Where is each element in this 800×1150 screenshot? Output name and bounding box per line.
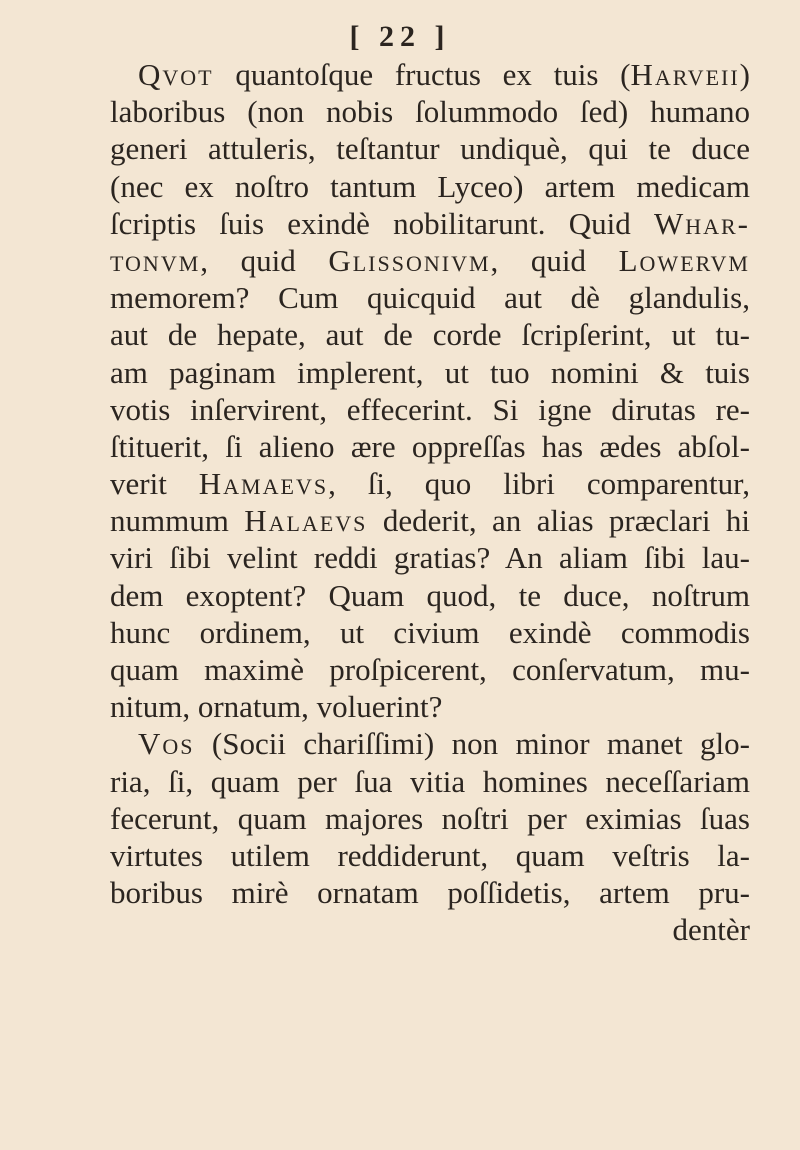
text-line: [110, 56, 750, 93]
text-segment: nummum: [110, 503, 245, 539]
text-segment: quam maximè proſpicerent, conſervatum, mu-: [110, 652, 750, 687]
text-segment: ria, ſi, quam per ſua vitia homines neceſſariam: [110, 763, 750, 799]
text-line: [110, 502, 750, 539]
text-line: [110, 614, 750, 651]
text-segment: hunc ordinem, ut civium exindè commodis: [110, 614, 750, 650]
text-segment: laboribus (non nobis ſolummodo ſed) humano: [110, 94, 750, 130]
text-segment: dederit, an alias præclari hi: [367, 503, 750, 539]
text-segment: am paginam implerent, ut tuo nomini & tuis: [110, 354, 750, 390]
text-segment: dentèr: [672, 912, 750, 948]
text-line: [110, 391, 750, 428]
text-line: [110, 577, 750, 614]
text-line: [110, 205, 750, 242]
text-line: [110, 725, 750, 762]
text-segment: verit: [110, 466, 199, 502]
small-caps-name: Vos: [138, 726, 195, 762]
text-line: [110, 130, 750, 167]
small-caps-name: Harveii: [630, 57, 740, 92]
text-line: [110, 93, 750, 130]
text-line: [110, 465, 750, 502]
text-segment: ſcriptis ſuis exindè nobilitarunt. Quid: [110, 205, 654, 241]
text-segment: ſtituerit, ſi alieno ære oppreſſas has ædes abſol-: [110, 428, 750, 464]
small-caps-name: Qvot: [138, 57, 214, 92]
text-segment: aut de hepate, aut de corde ſcripſerint, ut tu-: [110, 317, 750, 353]
text-segment: ): [739, 57, 750, 92]
text-segment: , quid: [490, 242, 619, 278]
small-caps-name: tonvm: [110, 242, 201, 278]
text-segment: nitum, ornatum, voluerint?: [110, 689, 443, 725]
text-line: [110, 316, 750, 353]
text-line: [110, 911, 750, 948]
text-line: [110, 688, 750, 725]
text-line: [110, 651, 750, 688]
text-line: [110, 354, 750, 391]
text-line: [110, 763, 750, 800]
small-caps-name: Whar-: [653, 205, 750, 241]
text-line: [110, 800, 750, 837]
small-caps-name: Halaevs: [244, 503, 368, 539]
text-segment: boribus mirè ornatam poſſidetis, artem pru-: [110, 875, 750, 911]
text-line: [110, 539, 750, 576]
text-segment: generi attuleris, teſtantur undiquè, qui te duce: [110, 131, 750, 167]
text-segment: , ſi, quo libri comparentur,: [328, 466, 750, 502]
small-caps-name: Glissonivm: [328, 242, 491, 278]
text-line: [110, 874, 750, 911]
small-caps-name: Hamaevs: [198, 466, 329, 502]
text-segment: votis inſervirent, effecerint. Si igne dirutas re-: [110, 391, 750, 427]
text-segment: quantoſque fructus ex tuis (: [213, 57, 631, 92]
text-segment: , quid: [200, 242, 329, 278]
text-segment: viri ſibi velint reddi gratias? An aliam ſibi lau-: [110, 540, 750, 576]
text-segment: memorem? Cum quicquid aut dè glandulis,: [110, 280, 750, 316]
text-line: [110, 837, 750, 874]
text-segment: virtutes utilem reddiderunt, quam veſtris la-: [110, 837, 750, 873]
text-segment: dem exoptent? Quam quod, te duce, noſtrum: [110, 577, 750, 613]
text-line: [110, 279, 750, 316]
small-caps-name: Lowervm: [618, 242, 750, 278]
text-segment: fecerunt, quam majores noſtri per eximias ſuas: [110, 800, 750, 836]
text-segment: (nec ex noſtro tantum Lyceo) artem medicam: [110, 168, 750, 204]
text-line: [110, 168, 750, 205]
text-line: [110, 242, 750, 279]
body-text: [110, 56, 750, 949]
page-number: [ 22 ]: [349, 20, 451, 53]
text-segment: (Socii chariſſimi) non minor manet glo-: [194, 726, 750, 762]
text-line: [110, 428, 750, 465]
